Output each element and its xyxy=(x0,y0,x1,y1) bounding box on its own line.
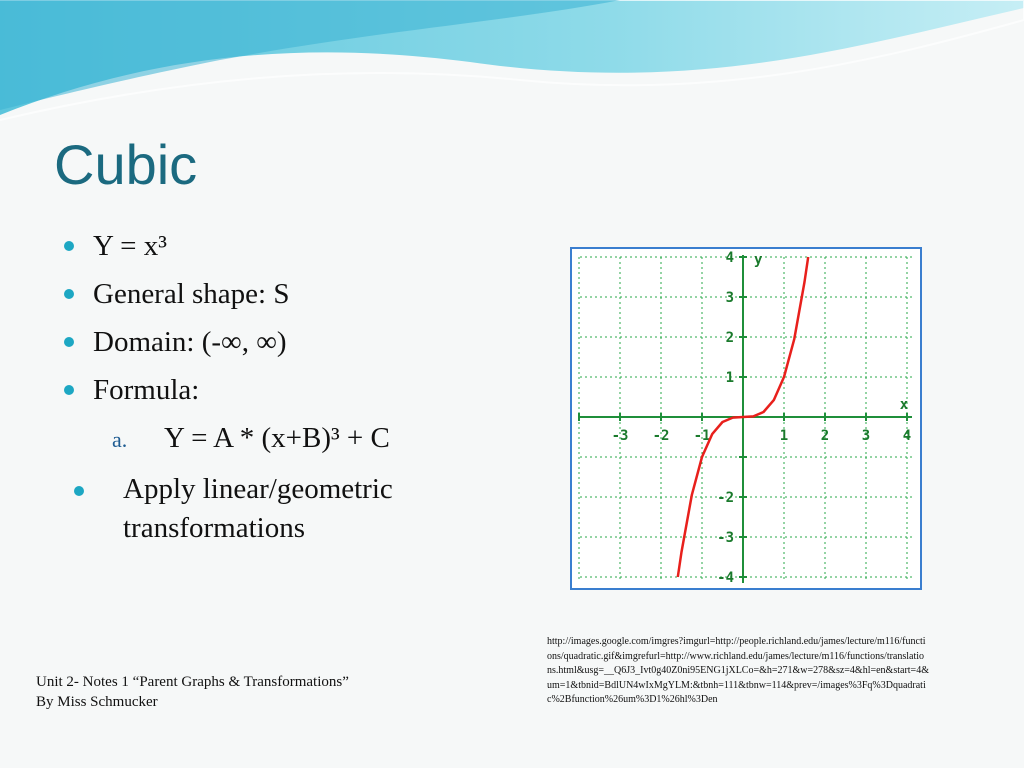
y-tick-label: 3 xyxy=(725,290,734,306)
y-tick-label: -4 xyxy=(717,570,734,586)
x-axis-label: x xyxy=(899,397,909,413)
sub-bullet-text: Y = A * (x+B)³ + C xyxy=(164,422,390,454)
bullet-list xyxy=(64,222,544,548)
source-url: http://images.google.com/imgres?imgurl=http://people.richland.edu/james/lecture/m116/functions/quadratic.gif&imgrefurl=http://www.richland.edu/james/lecture/m116/functions/translations.html&usg=__Q6J3_Ivt0g40Z0ni95ENG1jXLCo=&h=271&w=278&sz=4&hl=en&start=4&um=1&tbnid=BdlUN4wIxMgYLM:&tbnh=111&tbnw=114&prev=/images%3Fq%3Dquadratic%2Bfunction%26um%3D1%26hl%3Den xyxy=(547,636,929,705)
x-tick-label: -3 xyxy=(611,428,629,444)
bullet-item: General shape: S xyxy=(64,270,544,318)
y-tick-label: -2 xyxy=(717,490,734,506)
bullet-item: Y = x³ xyxy=(64,222,544,270)
x-tick-label: -1 xyxy=(693,428,711,444)
sub-bullet-item xyxy=(64,414,544,464)
y-tick-label: -3 xyxy=(717,530,734,546)
cubic-graph xyxy=(570,247,922,590)
header-wave-decoration xyxy=(0,0,1024,125)
x-tick-label: 2 xyxy=(820,428,830,444)
y-tick-label: 4 xyxy=(725,250,734,266)
footer-author: By Miss Schmucker xyxy=(36,694,158,710)
x-tick-label: -2 xyxy=(652,428,670,444)
x-tick-label: 4 xyxy=(902,428,912,444)
bullet-item-transformations: Apply linear/geometric transformations xyxy=(64,470,544,548)
x-tick-label: 3 xyxy=(861,428,871,444)
bullet-item: Domain: (-∞, ∞) xyxy=(64,318,544,366)
y-tick-label: 1 xyxy=(725,370,734,386)
y-axis-label: y xyxy=(754,252,763,268)
footer-course: Unit 2- Notes 1 “Parent Graphs & Transformations” xyxy=(36,674,349,690)
y-tick-label: 2 xyxy=(725,330,734,346)
bullet-item: Formula: xyxy=(64,366,544,414)
footer xyxy=(36,672,349,712)
x-tick-label: 1 xyxy=(779,428,789,444)
sub-bullet-marker: a. xyxy=(112,427,128,452)
slide-title: Cubic xyxy=(54,133,198,196)
